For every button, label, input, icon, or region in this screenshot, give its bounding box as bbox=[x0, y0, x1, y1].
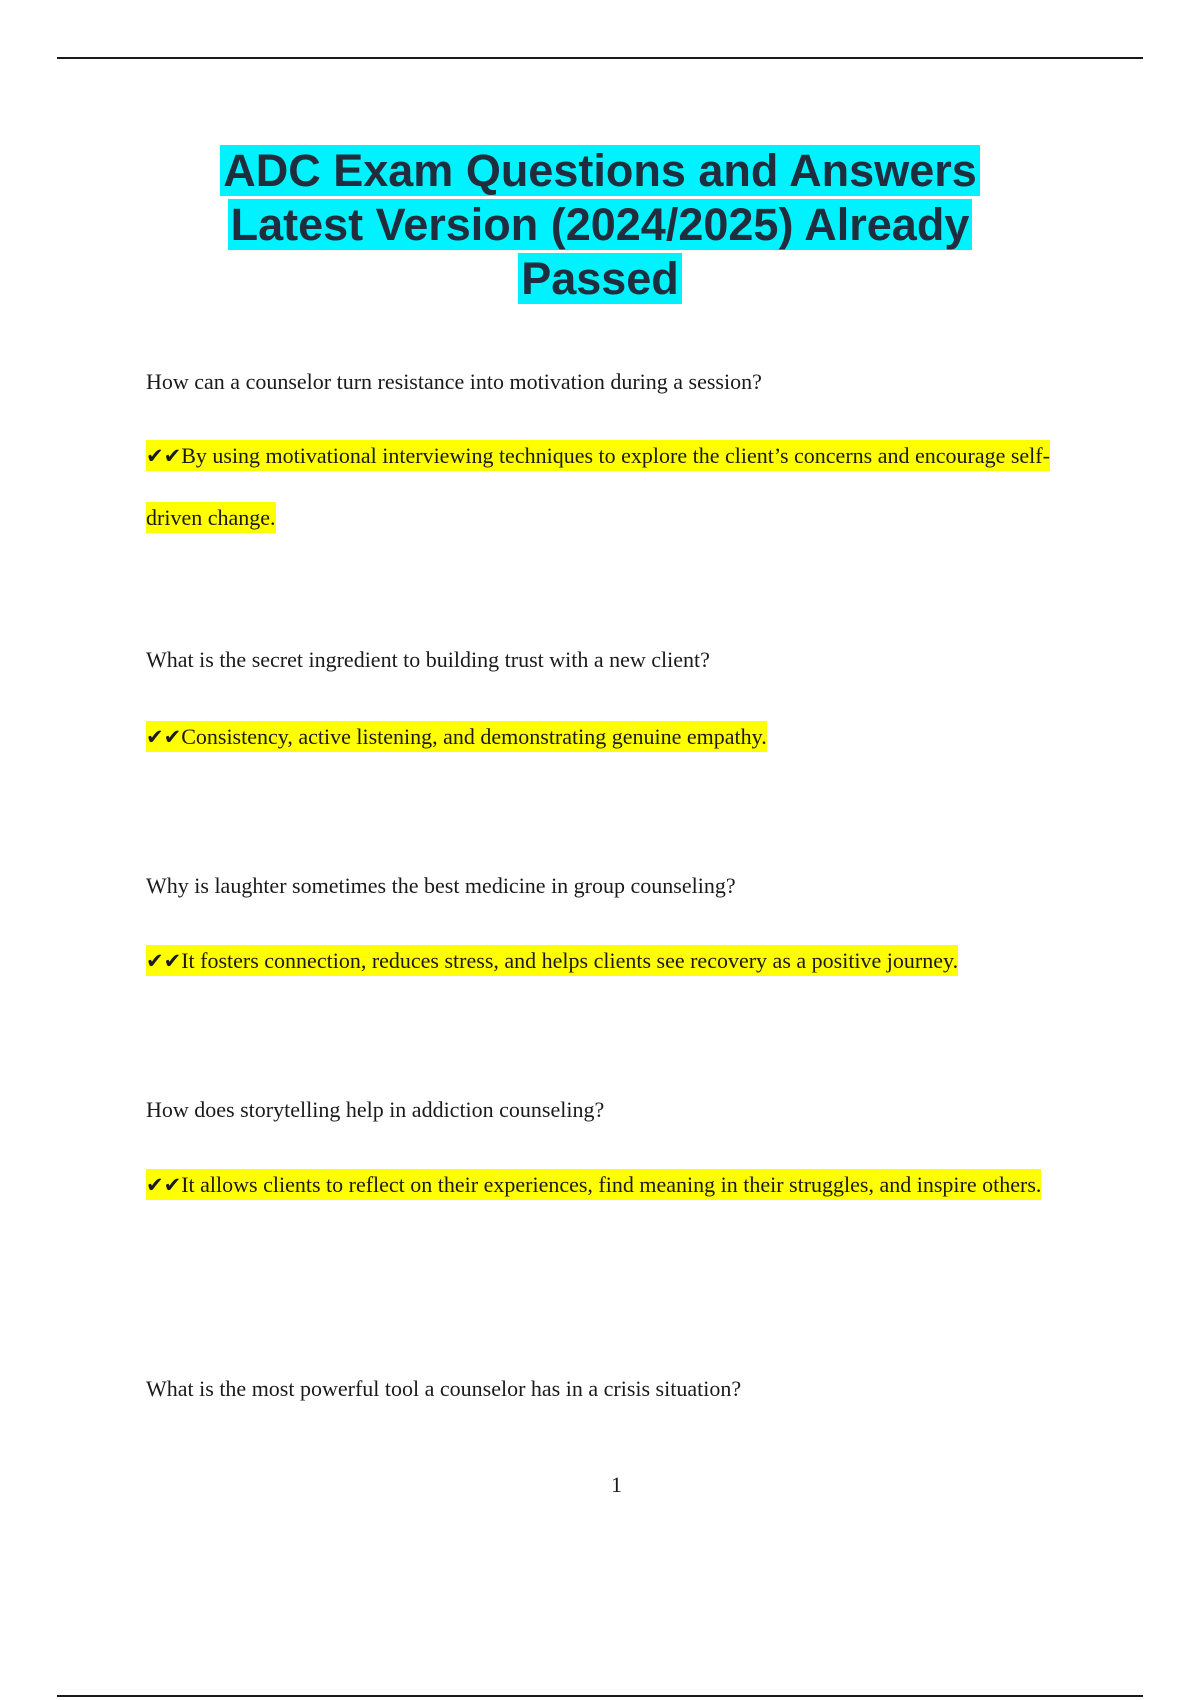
check-mark-icon: ✔✔ bbox=[146, 444, 182, 468]
qa-item-4 bbox=[146, 1095, 1086, 1216]
top-rule bbox=[57, 57, 1143, 59]
title-line-2: Latest Version (2024/2025) Already bbox=[228, 199, 973, 250]
question-2: What is the secret ingredient to building trust with a new client? bbox=[146, 647, 710, 672]
qa-item-2 bbox=[146, 645, 1086, 768]
answer-1 bbox=[146, 425, 1086, 548]
bottom-rule bbox=[57, 1695, 1143, 1697]
answer-1-text: By using motivational interviewing techniques to explore the client’s concerns and encourage self-driven change. bbox=[146, 443, 1050, 530]
answer-2 bbox=[146, 706, 1086, 768]
question-3: Why is laughter sometimes the best medicine in group counseling? bbox=[146, 873, 736, 898]
title-line-1: ADC Exam Questions and Answers bbox=[220, 145, 980, 196]
answer-3-text: It fosters connection, reduces stress, and helps clients see recovery as a positive journey. bbox=[181, 948, 959, 973]
answer-4-text: It allows clients to reflect on their experiences, find meaning in their struggles, and inspire others. bbox=[181, 1172, 1042, 1197]
answer-2-text: Consistency, active listening, and demonstrating genuine empathy. bbox=[181, 724, 767, 749]
answer-4 bbox=[146, 1154, 1086, 1216]
title-line-3: Passed bbox=[518, 253, 682, 304]
document-title bbox=[100, 144, 1100, 306]
question-1: How can a counselor turn resistance into motivation during a session? bbox=[146, 369, 762, 394]
check-mark-icon: ✔✔ bbox=[146, 725, 182, 749]
question-4: How does storytelling help in addiction counseling? bbox=[146, 1097, 605, 1122]
check-mark-icon: ✔✔ bbox=[146, 1173, 182, 1197]
question-5: What is the most powerful tool a counselor has in a crisis situation? bbox=[146, 1376, 742, 1401]
qa-item-1 bbox=[146, 367, 1086, 548]
check-mark-icon: ✔✔ bbox=[146, 949, 182, 973]
page-number: 1 bbox=[611, 1472, 622, 1497]
answer-3 bbox=[146, 930, 1086, 992]
qa-item-3 bbox=[146, 871, 1086, 992]
qa-item-5 bbox=[146, 1374, 1086, 1404]
